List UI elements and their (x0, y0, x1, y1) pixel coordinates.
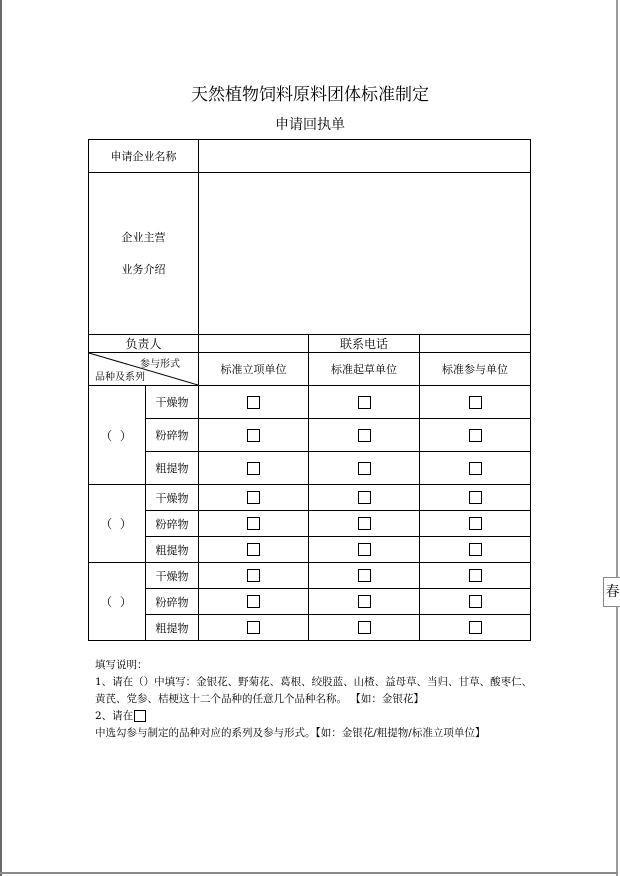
checkbox[interactable] (247, 491, 260, 504)
application-form (88, 139, 531, 641)
phone-label: 联系电话 (309, 335, 420, 353)
checkbox[interactable] (469, 517, 482, 530)
checkbox[interactable] (247, 569, 260, 582)
instruction-2-prefix: 2、请在 (95, 710, 134, 722)
col-header-participant: 标准参与单位 (420, 353, 531, 386)
company-name-label: 申请企业名称 (89, 140, 199, 173)
checkbox[interactable] (247, 462, 260, 475)
series-label: 粉碎物 (146, 589, 199, 615)
checkbox[interactable] (247, 517, 260, 530)
checkbox[interactable] (469, 595, 482, 608)
checkbox[interactable] (469, 396, 482, 409)
series-label: 粉碎物 (146, 511, 199, 537)
document-title: 天然植物饲料原料团体标准制定 (191, 85, 429, 105)
series-label: 干燥物 (146, 563, 199, 589)
checkbox[interactable] (247, 543, 260, 556)
series-label: 粗提物 (146, 537, 199, 563)
instruction-2-text: 中选勾参与制定的品种对应的系列及参与形式。【如：金银花/粗提物/标准立项单位】 (95, 727, 486, 739)
business-intro-label (89, 173, 199, 335)
checkbox[interactable] (469, 491, 482, 504)
variety-series-label: 品种及系列 (95, 372, 145, 383)
contact-person-label: 负责人 (89, 335, 199, 353)
col-header-initiator: 标准立项单位 (199, 353, 309, 386)
variety-blank[interactable]: （ ） (100, 428, 134, 443)
checkbox[interactable] (358, 396, 371, 409)
page-edge (0, 872, 618, 874)
checkbox[interactable] (247, 621, 260, 634)
checkbox[interactable] (358, 517, 371, 530)
checkbox[interactable] (247, 429, 260, 442)
series-label: 干燥物 (146, 386, 199, 419)
series-label: 粉碎物 (146, 419, 199, 452)
variety-group-2[interactable] (89, 485, 146, 563)
instruction-line-1: 1、请在（）中填写：金银花、野菊花、葛根、绞股蓝、山楂、益母草、当归、甘草、酸枣仁、黄芪、党参、桔梗这十二个品种的任意几个品种名称。 【如：金银花】 (95, 676, 533, 705)
contact-person-field[interactable] (199, 335, 309, 353)
series-label: 粗提物 (146, 615, 199, 641)
document-subtitle: 申请回执单 (275, 117, 345, 133)
instruction-line-2 (95, 708, 535, 742)
variety-group-3[interactable] (89, 563, 146, 641)
business-label-line1: 企业主营 (121, 230, 166, 244)
company-name-field[interactable] (199, 140, 531, 173)
checkbox[interactable] (469, 569, 482, 582)
series-label: 干燥物 (146, 485, 199, 511)
checkbox[interactable] (358, 621, 371, 634)
checkbox[interactable] (469, 462, 482, 475)
checkbox[interactable] (469, 621, 482, 634)
checkbox[interactable] (358, 543, 371, 556)
variety-group-1[interactable] (89, 386, 146, 485)
checkbox[interactable] (247, 396, 260, 409)
series-label: 粗提物 (146, 452, 199, 485)
checkbox[interactable] (469, 543, 482, 556)
diagonal-header-cell (89, 353, 199, 386)
variety-blank[interactable]: （ ） (100, 517, 134, 531)
checkbox[interactable] (358, 429, 371, 442)
checkbox-icon (134, 710, 146, 722)
checkbox[interactable] (358, 569, 371, 582)
checkbox[interactable] (358, 595, 371, 608)
checkbox[interactable] (358, 462, 371, 475)
variety-blank[interactable]: （ ） (100, 595, 134, 609)
col-header-drafter: 标准起草单位 (309, 353, 420, 386)
phone-field[interactable] (420, 335, 531, 353)
side-tab[interactable]: 春 (603, 577, 620, 607)
participation-form-label: 参与形式 (140, 359, 180, 370)
checkbox[interactable] (358, 491, 371, 504)
checkbox[interactable] (247, 595, 260, 608)
instructions-heading: 填写说明： (95, 659, 148, 671)
checkbox[interactable] (469, 429, 482, 442)
business-intro-field[interactable] (199, 173, 531, 335)
business-label-line2: 业务介绍 (121, 262, 166, 276)
instructions (95, 657, 535, 742)
